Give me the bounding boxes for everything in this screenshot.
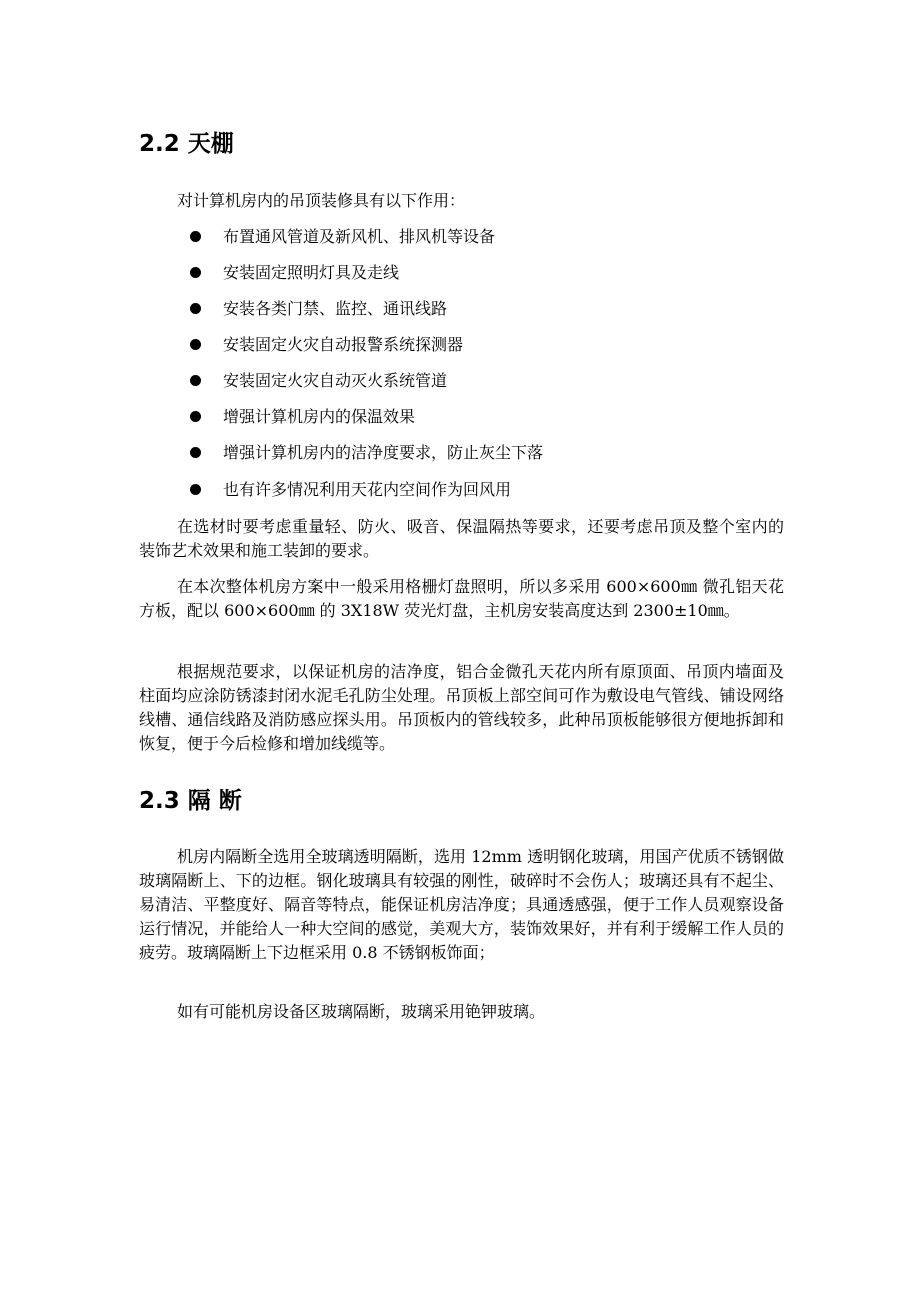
list-item xyxy=(190,404,790,430)
bullet-dot-icon xyxy=(190,303,201,314)
bullet-dot-icon xyxy=(190,375,201,386)
list-item xyxy=(190,224,790,250)
body-paragraph: 根据规范要求，以保证机房的洁净度，铝合金微孔天花内所有原顶面、吊顶内墙面及柱面均应涂防锈漆封闭水泥毛孔防尘处理。吊顶板上部空间可作为敷设电气管线、铺设网络线槽、通信线路及消防感应探头用。吊顶板内的管线较多，此种吊顶板能够很方便地拆卸和恢复，便于今后检修和增加线缆等。 xyxy=(139,662,784,753)
bullet-dot-icon xyxy=(190,411,201,422)
list-item xyxy=(190,477,790,503)
body-paragraph: 在选材时要考虑重量轻、防火、吸音、保温隔热等要求，还要考虑吊顶及整个室内的装饰艺术效果和施工装卸的要求。 xyxy=(139,517,784,560)
list-item-text: 安装固定照明灯具及走线 xyxy=(223,263,400,282)
list-item xyxy=(190,296,790,322)
list-item-text: 布置通风管道及新风机、排风机等设备 xyxy=(223,227,496,246)
body-paragraph: 机房内隔断全选用全玻璃透明隔断，选用 12mm 透明钢化玻璃，用国产优质不锈钢做玻璃隔断上、下的边框。钢化玻璃具有较强的刚性，破碎时不会伤人；玻璃还具有不起尘、易清洁、平整度好、隔音等特点，能保证机房洁净度；具通透感强，便于工作人员观察设备运行情况，并能给人一种大空间的感觉，美观大方，装饰效果好，并有利于缓解工作人员的疲劳。玻璃隔断上下边框采用 0.8 不锈钢板饰面； xyxy=(139,847,784,962)
list-item-text: 也有许多情况利用天花内空间作为回风用 xyxy=(223,480,512,499)
list-item-text: 安装固定火灾自动报警系统探测器 xyxy=(223,335,464,354)
list-item xyxy=(190,440,790,466)
list-item xyxy=(190,260,790,286)
body-paragraph: 在本次整体机房方案中一般采用格栅灯盘照明，所以多采用 600×600㎜ 微孔铝天花方板，配以 600×600㎜ 的 3X18W 荧光灯盘，主机房安装高度达到 2300±10㎜。 xyxy=(139,577,784,620)
bullet-dot-icon xyxy=(190,484,201,495)
body-paragraph: 如有可能机房设备区玻璃隔断，玻璃采用铯钾玻璃。 xyxy=(177,1002,546,1021)
list-item-text: 增强计算机房内的洁净度要求，防止灰尘下落 xyxy=(223,443,544,462)
section-heading-ceiling: 2.2 天棚 xyxy=(139,131,234,157)
section-intro: 对计算机房内的吊顶装修具有以下作用： xyxy=(177,191,466,210)
list-item-text: 安装固定火灾自动灭火系统管道 xyxy=(223,371,448,390)
list-item-text: 安装各类门禁、监控、通讯线路 xyxy=(223,299,448,318)
section-heading-partition: 2.3 隔 断 xyxy=(139,788,242,814)
bullet-dot-icon xyxy=(190,447,201,458)
bullet-dot-icon xyxy=(190,267,201,278)
bullet-dot-icon xyxy=(190,231,201,242)
bullet-dot-icon xyxy=(190,339,201,350)
list-item xyxy=(190,332,790,358)
list-item-text: 增强计算机房内的保温效果 xyxy=(223,407,416,426)
list-item xyxy=(190,368,790,394)
